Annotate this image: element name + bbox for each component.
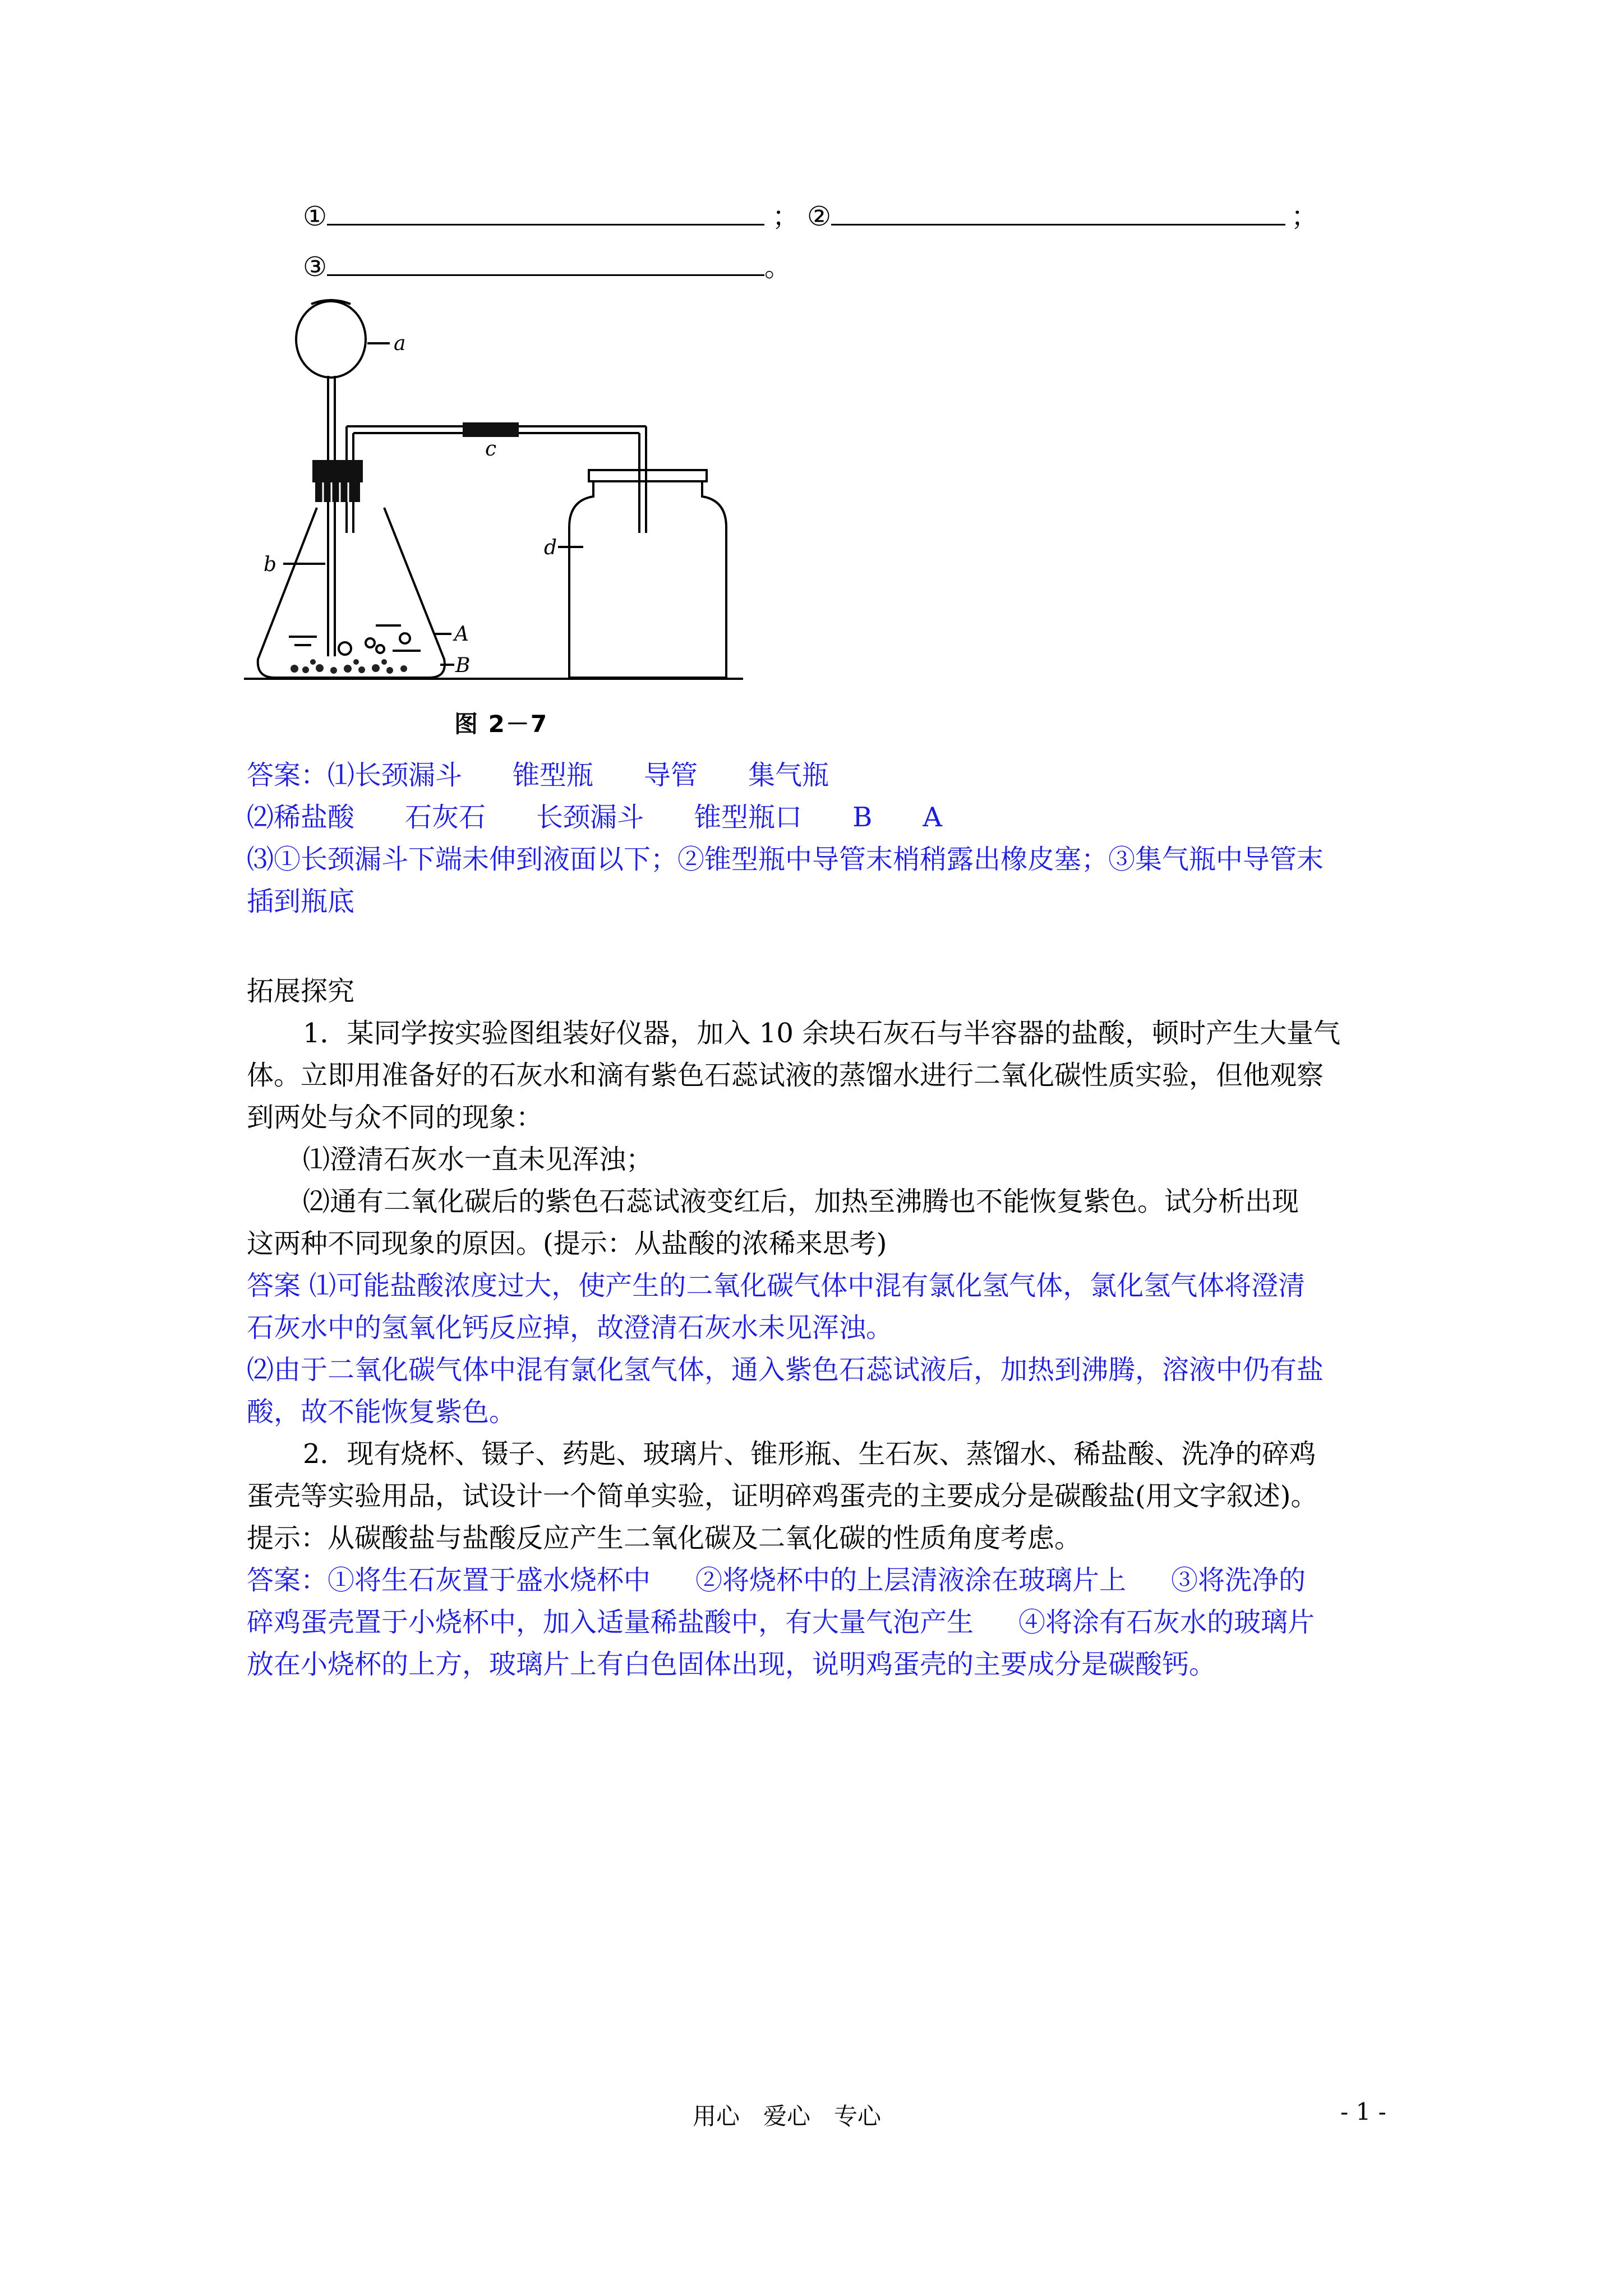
answer3-part: 答案：①将生石灰置于盛水烧杯中 (247, 1565, 651, 1596)
glass-plate (589, 470, 707, 481)
blank-marker-1: ① (303, 201, 328, 232)
answer1-part: 锥型瓶口 (694, 802, 803, 833)
blank-marker-3: ③ (303, 251, 328, 283)
funnel-bulb (296, 301, 366, 378)
collecting-bottle (569, 482, 726, 678)
answer1-part: 锥型瓶 (513, 760, 594, 791)
label-B: B (455, 654, 471, 677)
answer1-part: B (852, 802, 873, 833)
rubber-connector (463, 422, 519, 437)
answer2-line: ⑵由于二氧化碳气体中混有氯化氢气体，通入紫色石蕊试液后，加热到沸腾，溶液中仍有盐 (247, 1354, 1324, 1386)
q1-line: 这两种不同现象的原因。(提示：从盐酸的浓稀来思考) (247, 1228, 887, 1259)
answer3-line1 (247, 1563, 1306, 1597)
label-A: A (454, 623, 469, 646)
answer1-part: 答案：⑴长颈漏斗 (247, 760, 463, 791)
co2-apparatus-diagram (241, 292, 746, 696)
answer3-line3: 放在小烧杯的上方，玻璃片上有白色固体出现，说明鸡蛋壳的主要成分是碳酸钙。 (247, 1649, 1216, 1680)
limestone-pieces (291, 659, 407, 674)
answer3-line2 (247, 1605, 1315, 1639)
q1-line: ⑴澄清石灰水一直未见浑浊； (303, 1144, 653, 1175)
answer2-line: 酸，故不能恢复紫色。 (247, 1396, 517, 1428)
blank-line-2 (303, 250, 791, 284)
answer1-part: 导管 (644, 760, 698, 791)
blank-line-1 (303, 199, 1318, 233)
answer1-part: 石灰石 (405, 802, 486, 833)
answer1-part: ⑵稀盐酸 (247, 802, 355, 833)
q2-line: 提示：从碳酸盐与盐酸反应产生二氧化碳及二氧化碳的性质角度考虑。 (247, 1522, 1082, 1554)
answer2-line: 石灰水中的氢氧化钙反应掉，故澄清石灰水未见浑浊。 (247, 1312, 893, 1343)
q1-line: ⑵通有二氧化碳后的紫色石蕊试液变红后，加热至沸腾也不能恢复紫色。试分析出现 (303, 1186, 1299, 1217)
blank-end-mark: 。 (764, 251, 792, 283)
answer3-part: ③将洗净的 (1171, 1565, 1306, 1596)
label-b: b (264, 553, 277, 576)
answer3-part: ②将烧杯中的上层清液涂在玻璃片上 (695, 1565, 1127, 1596)
answer-blank-1[interactable] (327, 199, 764, 226)
answer2-line: 答案 ⑴可能盐酸浓度过大，使产生的二氧化碳气体中混有氯化氢气体，氯化氢气体将澄清 (247, 1270, 1306, 1301)
answer3-part: ④将涂有石灰水的玻璃片 (1018, 1607, 1315, 1638)
flask-body (258, 508, 445, 678)
answer-blank-2[interactable] (831, 199, 1285, 226)
q2-line: 2．现有烧杯、镊子、药匙、玻璃片、锥形瓶、生石灰、蒸馏水、稀盐酸、洗净的碎鸡 (303, 1438, 1316, 1470)
label-a: a (394, 332, 406, 355)
rubber-stopper (312, 460, 363, 482)
answer3-part: 碎鸡蛋壳置于小烧杯中，加入适量稀盐酸中，有大量气泡产生 (247, 1607, 974, 1638)
answer1-part: 集气瓶 (748, 760, 829, 791)
answer1-line4: 插到瓶底 (247, 886, 355, 917)
label-d: d (544, 536, 557, 559)
blank-separator-1: ； (772, 201, 800, 232)
answer1-line2 (247, 800, 942, 834)
page-number: - 1 - (1340, 2098, 1386, 2125)
q1-line: 到两处与众不同的现象： (247, 1102, 543, 1133)
blank-separator-2: ； (1291, 201, 1318, 232)
q2-line: 蛋壳等实验用品，试设计一个简单实验，证明碎鸡蛋壳的主要成分是碳酸盐(用文字叙述)。 (247, 1480, 1318, 1512)
answer1-line3: ⑶①长颈漏斗下端未伸到液面以下；②锥型瓶中导管末梢稍露出橡皮塞；③集气瓶中导管末 (247, 844, 1324, 875)
answer1-line1 (247, 758, 829, 792)
label-c: c (485, 438, 497, 461)
q1-line: 1．某同学按实验图组装好仪器，加入 10 余块石灰石与半容器的盐酸，顿时产生大量气 (303, 1018, 1341, 1049)
answer1-part: 长颈漏斗 (536, 802, 644, 833)
section-title: 拓展探究 (247, 976, 355, 1007)
blank-marker-2: ② (807, 201, 832, 232)
answer1-part: A (923, 802, 943, 833)
figure-caption: 图 2－7 (454, 710, 548, 738)
q1-line: 体。立即用准备好的石灰水和滴有紫色石蕊试液的蒸馏水进行二氧化碳性质实验，但他观察 (247, 1060, 1324, 1091)
answer-blank-3[interactable] (327, 250, 764, 276)
footer-motto: 用心 爱心 专心 (693, 2102, 882, 2130)
